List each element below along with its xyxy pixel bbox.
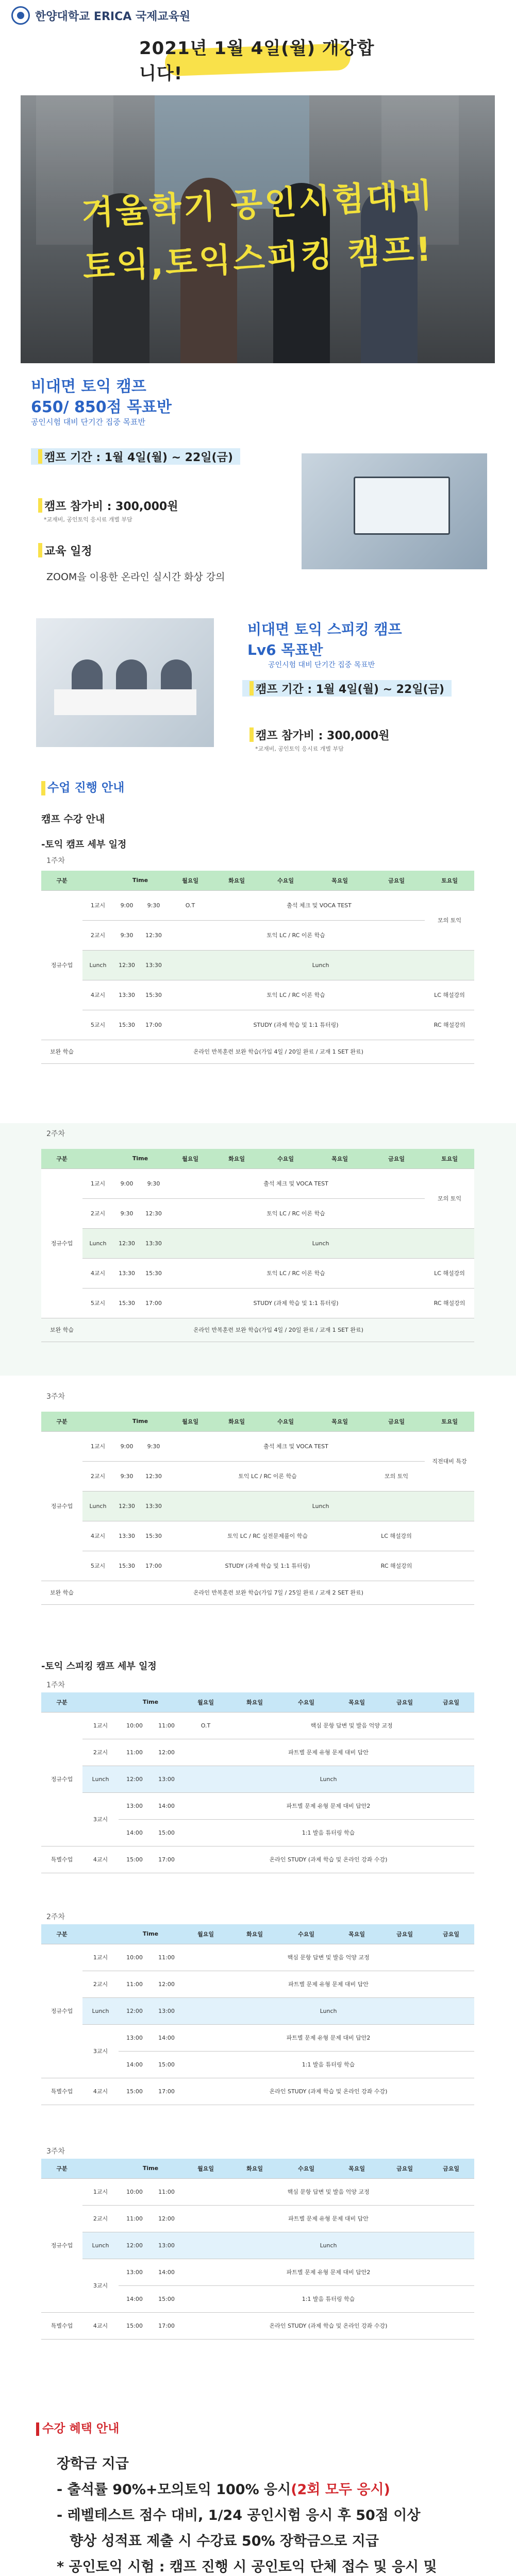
study-cell: STUDY (과제 학습 및 1:1 튜터링): [167, 1010, 425, 1040]
time-cell: 15:30: [113, 1551, 140, 1581]
mock-cell: 모의 토익: [425, 1168, 474, 1228]
toeic-fee-note: *교재비, 공인토익 응시료 개별 부담: [44, 516, 132, 523]
marker-icon: [38, 498, 42, 513]
rc-explain-cell: RC 해설강의: [368, 1551, 425, 1581]
rc-explain-cell: RC 해설강의: [425, 1288, 474, 1318]
time-cell: 12:00: [151, 2205, 182, 2232]
time-cell: 15:30: [140, 980, 167, 1010]
toeic-camp-fee: [31, 497, 186, 514]
laptop-photo: [302, 453, 487, 569]
col-header: 화요일: [229, 2159, 280, 2178]
period-cell: 4교시: [82, 2312, 119, 2339]
template-cell: 파트별 문제 유형 문제 대비 답안: [182, 1971, 474, 1997]
week-label: 2주차: [46, 1130, 65, 1138]
university-logo-icon: [11, 6, 30, 25]
col-header: 금요일: [368, 1149, 425, 1168]
time-cell: 17:00: [151, 2312, 182, 2339]
time-cell: 15:00: [151, 2051, 182, 2078]
time-cell: 12:00: [119, 1997, 151, 2024]
speaking-camp-target: Lv6 목표반: [247, 641, 323, 658]
hero-title-line1: 겨울학기 공인시험대비: [80, 176, 436, 233]
time-cell: 9:30: [140, 890, 167, 920]
period-cell: 2교시: [82, 1739, 119, 1766]
speaking-period-text: 캠프 기간 : 1월 4일(월) ~ 22일(금): [256, 683, 444, 696]
header: [0, 0, 516, 31]
intro-cell: 핵심 문항 답변 및 발음 억양 교정: [182, 1944, 474, 1971]
time-cell: 17:00: [140, 1288, 167, 1318]
special-label: 특별수업: [41, 1846, 82, 1873]
study-cell: STUDY (과제 학습 및 1:1 튜터링): [167, 1288, 425, 1318]
time-cell: 15:30: [113, 1288, 140, 1318]
time-cell: 15:30: [113, 1010, 140, 1040]
scholarship-title: 장학금 지급: [57, 2456, 129, 2472]
voca-cell: 출석 체크 및 VOCA TEST: [167, 1168, 425, 1198]
online-study-cell: 온라인 STUDY (과제 학습 및 온라인 강좌 수강): [182, 2078, 474, 2105]
col-header: 화요일: [213, 1149, 260, 1168]
col-header: 월요일: [182, 1924, 229, 1944]
speaking-schedule-title: -토익 스피킹 캠프 세부 일정: [41, 1661, 157, 1672]
time-cell: 17:00: [140, 1010, 167, 1040]
time-cell: 12:00: [151, 1971, 182, 1997]
time-cell: 14:00: [151, 1792, 182, 1819]
period-cell: 2교시: [82, 1198, 113, 1228]
time-cell: 13:30: [140, 1228, 167, 1258]
period-cell: 4교시: [82, 1521, 113, 1551]
col-header: 수요일: [260, 871, 311, 890]
col-header: Time: [119, 2159, 182, 2178]
time-cell: 13:30: [113, 1521, 140, 1551]
period-cell: 4교시: [82, 980, 113, 1010]
exam-cell: 직전대비 특강: [425, 1431, 474, 1491]
period-cell: 3교시: [82, 1792, 119, 1846]
col-header: 월요일: [182, 1692, 229, 1712]
speaking-week3-table: [41, 2159, 474, 2340]
regular-label: 정규수업: [41, 2178, 82, 2312]
time-cell: 15:00: [119, 2312, 151, 2339]
period-cell: 1교시: [82, 1712, 119, 1739]
marker-icon: [36, 2422, 39, 2436]
benefit-title-text: 수강 혜택 안내: [42, 2422, 120, 2435]
time-cell: 11:00: [119, 2205, 151, 2232]
opening-ribbon: [139, 38, 376, 84]
mock-cell: 모의 토익: [425, 890, 474, 950]
time-cell: 13:00: [151, 1766, 182, 1792]
benefit-line-1: [57, 2478, 390, 2498]
speaking-camp-period: [242, 680, 452, 697]
time-cell: 15:00: [151, 2285, 182, 2312]
lesson-cell: 토익 LC / RC 이론 학습: [167, 920, 425, 950]
time-cell: 14:00: [151, 2259, 182, 2285]
benefit-line-3: 향상 성적표 제출 시 수강료 50% 장학금으로 지급: [70, 2533, 379, 2549]
pronunciation-cell: 1:1 발음 튜터링 학습: [182, 2051, 474, 2078]
time-cell: 14:00: [119, 2285, 151, 2312]
time-cell: 11:00: [151, 1944, 182, 1971]
lc-explain-cell: LC 해설강의: [425, 1258, 474, 1288]
time-cell: 11:00: [119, 1971, 151, 1997]
time-cell: 15:30: [140, 1258, 167, 1288]
classroom-photo: [36, 618, 214, 747]
col-header: 수요일: [280, 1692, 332, 1712]
lunch-cell: Lunch: [167, 950, 474, 980]
time-cell: 13:00: [119, 2259, 151, 2285]
time-cell: 12:00: [151, 1739, 182, 1766]
regular-label: 정규수업: [41, 1944, 82, 2078]
time-cell: 9:30: [113, 1461, 140, 1491]
benefit-highlight: (2회 모두 응시): [291, 2482, 390, 2498]
period-cell: Lunch: [82, 2232, 119, 2259]
lesson-cell: 토익 LC / RC 이론 학습: [167, 1198, 425, 1228]
toeic-week3-table: [41, 1412, 474, 1605]
speaking-week2-table: [41, 1924, 474, 2105]
intro-cell: 핵심 문항 답변 및 발음 억양 교정: [182, 2178, 474, 2205]
edu-schedule-title: [31, 542, 99, 558]
benefit-text: - 출석률 90%+모의토익 100% 응시: [57, 2482, 291, 2498]
template-cell: 파트별 문제 유형 문제 대비 답안: [182, 1739, 474, 1766]
mock-cell: 모의 토익: [368, 1461, 425, 1491]
voca-cell: 출석 체크 및 VOCA TEST: [167, 1431, 425, 1461]
period-cell: 1교시: [82, 1168, 113, 1198]
lunch-cell: Lunch: [182, 2232, 474, 2259]
regular-label: 정규수업: [41, 1168, 82, 1318]
col-header: 월요일: [167, 1412, 213, 1431]
toeic-schedule-title: -토익 캠프 세부 일정: [41, 839, 127, 850]
pronunciation-cell: 1:1 발음 튜터링 학습: [182, 2285, 474, 2312]
progress-title: [41, 778, 124, 795]
col-header: 목요일: [311, 871, 368, 890]
time-cell: 12:30: [113, 1491, 140, 1521]
col-header: 화요일: [213, 871, 260, 890]
template-cell: 파트별 문제 유형 문제 대비 답안: [182, 2205, 474, 2232]
lunch-cell: Lunch: [167, 1491, 474, 1521]
col-header: 구분: [41, 1149, 82, 1168]
period-cell: 1교시: [82, 1431, 113, 1461]
col-header: 금요일: [368, 871, 425, 890]
time-cell: 12:00: [119, 2232, 151, 2259]
week-label: 3주차: [46, 2147, 65, 2156]
time-cell: 9:30: [113, 1198, 140, 1228]
week-label: 1주차: [46, 857, 65, 865]
time-cell: 15:00: [119, 1846, 151, 1873]
week-label: 2주차: [46, 1913, 65, 1921]
time-cell: 10:00: [119, 1712, 151, 1739]
time-cell: 17:00: [151, 2078, 182, 2105]
study-cell: STUDY (과제 학습 및 1:1 튜터링): [167, 1551, 368, 1581]
col-header: Time: [119, 1692, 182, 1712]
practice-cell: 토익 LC / RC 실전문제풀이 학습: [167, 1521, 368, 1551]
lunch-cell: Lunch: [182, 1766, 474, 1792]
time-cell: 13:00: [151, 2232, 182, 2259]
toeic-camp-title: 비대면 토익 캠프: [31, 378, 146, 396]
marker-icon: [249, 727, 254, 742]
online-cell: 온라인 반복훈련 보완 학습(가입 4일 / 20일 완료 / 교재 1 SET 완료): [82, 1040, 474, 1063]
online-cell: 온라인 반복훈련 보완 학습(가입 7일 / 25일 완료 / 교재 2 SET 완료): [82, 1581, 474, 1604]
lesson-cell: 토익 LC / RC 이론 학습: [167, 1461, 368, 1491]
extra-label: 보완 학습: [41, 1318, 82, 1342]
speaking-camp-fee: [242, 726, 397, 743]
pronunciation-cell: 1:1 발음 튜터링 학습: [182, 1819, 474, 1846]
edu-desc: ZOOM을 이용한 온라인 실시간 화상 강의: [46, 571, 225, 583]
col-header: 금요일: [428, 1924, 474, 1944]
col-header: Time: [113, 1149, 167, 1168]
template-cell: 파트별 문제 유형 문제 대비 답안2: [182, 2259, 474, 2285]
online-cell: 온라인 반복훈련 보완 학습(가입 4일 / 20일 완료 / 교재 1 SET 완료): [82, 1318, 474, 1342]
hero-image: [21, 95, 495, 363]
toeic-camp-target: 650/ 850점 목표반: [31, 398, 172, 416]
col-header: 수요일: [280, 1924, 332, 1944]
time-cell: 14:00: [151, 2024, 182, 2051]
col-header: 수요일: [260, 1149, 311, 1168]
toeic-week2-table: [41, 1149, 474, 1342]
time-cell: 11:00: [119, 1739, 151, 1766]
time-cell: 13:00: [151, 1997, 182, 2024]
time-cell: 12:30: [113, 950, 140, 980]
special-label: 특별수업: [41, 2078, 82, 2105]
intro-cell: 핵심 문항 답변 및 발음 억양 교정: [229, 1712, 474, 1739]
time-cell: 14:00: [119, 2051, 151, 2078]
time-cell: 9:00: [113, 890, 140, 920]
col-header: 금요일: [428, 2159, 474, 2178]
period-cell: 5교시: [82, 1288, 113, 1318]
time-cell: 13:00: [119, 1792, 151, 1819]
regular-label: 정규수업: [41, 890, 82, 1040]
col-header: 구분: [41, 2159, 82, 2178]
time-cell: 12:30: [113, 1228, 140, 1258]
desk-shape: [54, 689, 196, 715]
ot-cell: O.T: [182, 1712, 229, 1739]
time-cell: 13:30: [113, 1258, 140, 1288]
time-cell: 10:00: [119, 1944, 151, 1971]
benefit-line-2: - 레벨테스트 점수 대비, 1/24 공인시험 응시 후 50점 이상: [57, 2507, 421, 2523]
col-header: 목요일: [311, 1149, 368, 1168]
time-cell: 13:30: [113, 980, 140, 1010]
voca-cell: 출석 체크 및 VOCA TEST: [213, 890, 425, 920]
extra-label: 보완 학습: [41, 1040, 82, 1063]
period-text: 캠프 기간 : 1월 4일(월) ~ 22일(금): [44, 451, 233, 464]
marker-icon: [41, 781, 45, 795]
period-cell: 5교시: [82, 1551, 113, 1581]
col-header: 구분: [41, 1412, 82, 1431]
col-header: 목요일: [332, 2159, 381, 2178]
time-cell: 15:30: [140, 1521, 167, 1551]
time-cell: 13:30: [140, 950, 167, 980]
progress-title-text: 수업 진행 안내: [47, 781, 125, 794]
period-cell: 3교시: [82, 2024, 119, 2078]
col-header: 목요일: [332, 1924, 381, 1944]
col-header: 금요일: [381, 1924, 428, 1944]
toeic-camp-period: [31, 448, 240, 465]
time-cell: 9:30: [140, 1431, 167, 1461]
edu-title-text: 교육 일정: [44, 545, 92, 558]
time-cell: 12:30: [140, 920, 167, 950]
time-cell: 10:00: [119, 2178, 151, 2205]
col-header: 월요일: [182, 2159, 229, 2178]
benefit-line-4: * 공인토익 시험 : 캠프 진행 시 공인토익 단체 접수 및 응시 및: [57, 2559, 437, 2575]
col-header: 월요일: [167, 871, 213, 890]
col-header: 금요일: [428, 1692, 474, 1712]
period-cell: Lunch: [82, 1228, 113, 1258]
col-header: 목요일: [311, 1412, 368, 1431]
lunch-cell: Lunch: [167, 1228, 474, 1258]
time-cell: 9:30: [140, 1168, 167, 1198]
col-header: 금요일: [381, 2159, 428, 2178]
marker-icon: [249, 681, 254, 696]
col-header: Time: [113, 871, 167, 890]
lesson-cell: 토익 LC / RC 이론 학습: [167, 1258, 425, 1288]
hero-title-line2: 토익,토익스피킹 캠프!: [81, 230, 434, 287]
speaking-camp-title: 비대면 토익 스피킹 캠프: [247, 621, 402, 638]
time-cell: 17:00: [151, 1846, 182, 1873]
special-label: 특별수업: [41, 2312, 82, 2339]
rc-explain-cell: RC 해설강의: [425, 1010, 474, 1040]
col-header: 토요일: [425, 1149, 474, 1168]
time-cell: 12:00: [119, 1766, 151, 1792]
period-cell: 4교시: [82, 1258, 113, 1288]
marker-icon: [38, 543, 42, 557]
time-cell: 9:00: [113, 1168, 140, 1198]
col-header: 토요일: [425, 1412, 474, 1431]
period-cell: 1교시: [82, 2178, 119, 2205]
period-cell: 2교시: [82, 920, 113, 950]
lc-explain-cell: LC 해설강의: [368, 1521, 425, 1551]
time-cell: 12:30: [140, 1198, 167, 1228]
progress-sub: 캠프 수강 안내: [41, 814, 105, 825]
org-name: 한양대학교 ERICA 국제교육원: [35, 10, 191, 23]
col-header: Time: [113, 1412, 167, 1431]
col-header: 수요일: [280, 2159, 332, 2178]
period-cell: 3교시: [82, 2259, 119, 2312]
extra-label: 보완 학습: [41, 1581, 82, 1604]
week-label: 3주차: [46, 1393, 65, 1401]
marker-icon: [38, 449, 42, 464]
col-header: 화요일: [229, 1924, 280, 1944]
speaking-fee-text: 캠프 참가비 : 300,000원: [256, 729, 390, 742]
col-header: 구분: [41, 1692, 82, 1712]
col-header: 금요일: [368, 1412, 425, 1431]
time-cell: 9:00: [113, 1431, 140, 1461]
ot-cell: O.T: [167, 890, 213, 920]
online-study-cell: 온라인 STUDY (과제 학습 및 온라인 강좌 수강): [182, 2312, 474, 2339]
col-header: 목요일: [332, 1692, 381, 1712]
col-header: 구분: [41, 871, 82, 890]
time-cell: 17:00: [140, 1551, 167, 1581]
period-cell: 4교시: [82, 1846, 119, 1873]
period-cell: Lunch: [82, 1766, 119, 1792]
period-cell: 4교시: [82, 2078, 119, 2105]
time-cell: 14:00: [119, 1819, 151, 1846]
col-header: Time: [119, 1924, 182, 1944]
lunch-cell: Lunch: [182, 1997, 474, 2024]
regular-label: 정규수업: [41, 1712, 82, 1846]
speaking-week1-table: [41, 1692, 474, 1873]
col-header: 월요일: [167, 1149, 213, 1168]
time-cell: 11:00: [151, 2178, 182, 2205]
period-cell: 1교시: [82, 1944, 119, 1971]
laptop-screen: [354, 477, 450, 535]
period-cell: 2교시: [82, 1971, 119, 1997]
template-cell: 파트별 문제 유형 문제 대비 답안2: [182, 2024, 474, 2051]
col-header: 금요일: [381, 1692, 428, 1712]
period-cell: Lunch: [82, 1491, 113, 1521]
period-cell: Lunch: [82, 1997, 119, 2024]
speaking-fee-note: *교재비, 공인토익 응시료 개별 부담: [255, 745, 344, 752]
time-cell: 13:00: [119, 2024, 151, 2051]
time-cell: 11:00: [151, 1712, 182, 1739]
period-cell: 2교시: [82, 2205, 119, 2232]
template-cell: 파트별 문제 유형 문제 대비 답안2: [182, 1792, 474, 1819]
online-study-cell: 온라인 STUDY (과제 학습 및 온라인 강좌 수강): [182, 1846, 474, 1873]
period-cell: Lunch: [82, 950, 113, 980]
col-header: 화요일: [213, 1412, 260, 1431]
col-header: 수요일: [260, 1412, 311, 1431]
col-header: 토요일: [425, 871, 474, 890]
time-cell: 15:00: [151, 1819, 182, 1846]
period-cell: 1교시: [82, 890, 113, 920]
week-label: 1주차: [46, 1681, 65, 1689]
col-header: 화요일: [229, 1692, 280, 1712]
time-cell: 9:30: [113, 920, 140, 950]
time-cell: 13:30: [140, 1491, 167, 1521]
regular-label: 정규수업: [41, 1431, 82, 1581]
col-header: 구분: [41, 1924, 82, 1944]
benefit-title: [36, 2419, 119, 2436]
fee-text: 캠프 참가비 : 300,000원: [44, 500, 178, 513]
opening-text: 2021년 1월 4일(월) 개강합니다!: [139, 38, 375, 84]
time-cell: 12:30: [140, 1461, 167, 1491]
lc-explain-cell: LC 해설강의: [425, 980, 474, 1010]
lesson-cell: 토익 LC / RC 이론 학습: [167, 980, 425, 1010]
toeic-camp-sub: 공인시험 대비 단기간 집중 목표반: [31, 417, 145, 427]
time-cell: 15:00: [119, 2078, 151, 2105]
toeic-week1-table: [41, 871, 474, 1064]
period-cell: 5교시: [82, 1010, 113, 1040]
speaking-camp-sub: 공인시험 대비 단기간 집중 목표반: [268, 661, 375, 669]
period-cell: 2교시: [82, 1461, 113, 1491]
